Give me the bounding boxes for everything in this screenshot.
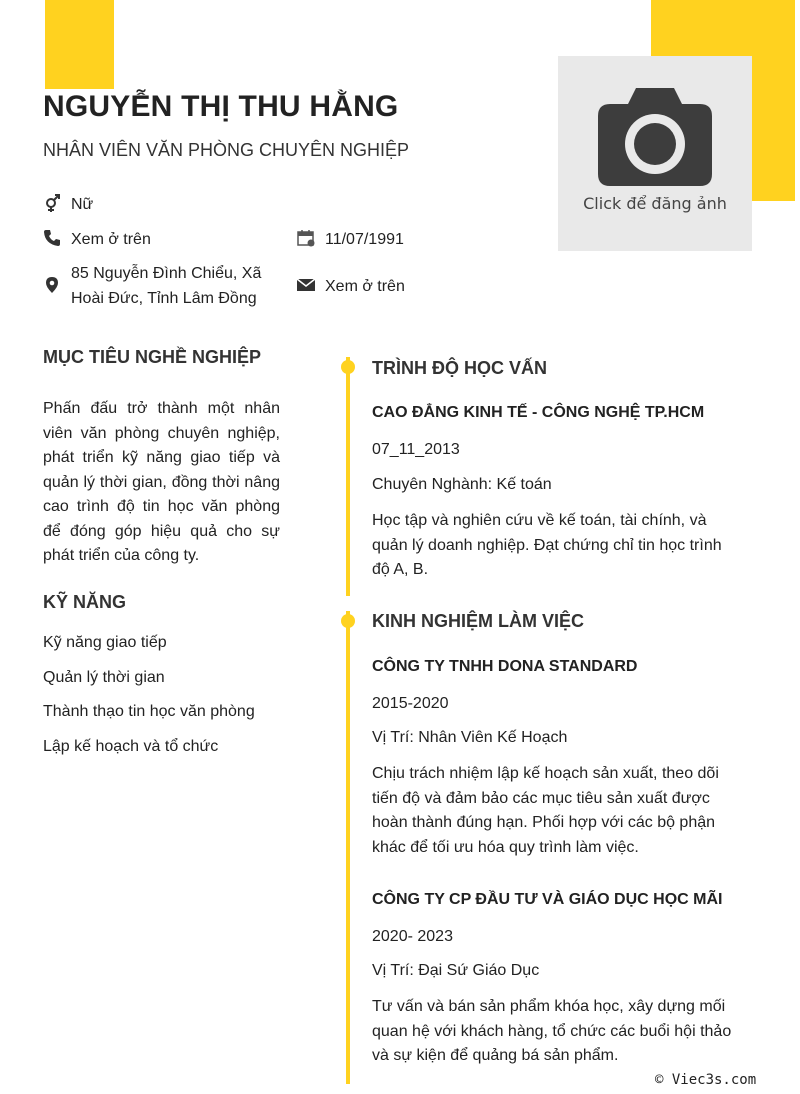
objective-text: Phấn đấu trở thành một nhân viên văn phòng chuyên nghiệp, phát triển kỹ năng giao tiếp và quản lý thời gian, đồng thời nâng cao trình độ tin học văn phòng để đóng góp hiệu quả cho sự phát triển của công ty. bbox=[43, 400, 280, 564]
phone-value: Xem ở trên bbox=[71, 231, 151, 248]
job-position: Vị Trí: Nhân Viên Kế Hoạch bbox=[372, 729, 568, 746]
education-date: 07_11_2013 bbox=[372, 441, 460, 458]
decorative-block-left bbox=[45, 0, 114, 89]
objective-heading: MỤC TIÊU NGHỀ NGHIỆP bbox=[43, 347, 262, 367]
envelope-icon bbox=[297, 276, 315, 294]
birthday-value: 11/07/1991 bbox=[325, 231, 404, 248]
address-line-2: Hoài Đức, Tỉnh Lâm Đồng bbox=[71, 290, 257, 307]
gender-value: Nữ bbox=[71, 196, 94, 213]
photo-upload-label: Click để đăng ảnh bbox=[583, 194, 727, 213]
job-description: Chịu trách nhiệm lập kế hoạch sản xuất, theo dõi tiến độ và đảm bảo các mục tiêu sản xuất được hoàn thành đúng hạn. Phối hợp với các bộ phận khác để tối ưu hóa quy trình làm việc. bbox=[372, 765, 719, 856]
timeline-dot-education bbox=[341, 360, 355, 374]
timeline-dot-experience bbox=[341, 614, 355, 628]
calendar-icon bbox=[297, 229, 315, 247]
job-company: CÔNG TY TNHH DONA STANDARD bbox=[372, 658, 638, 675]
education-major: Chuyên Nghành: Kế toán bbox=[372, 476, 552, 493]
job-description: Tư vấn và bán sản phẩm khóa học, xây dựng mối quan hệ với khách hàng, tổ chức các buổi hội thảo và sự kiện để quảng bá sản phẩm. bbox=[372, 998, 732, 1064]
camera-icon bbox=[596, 84, 714, 188]
experience-heading: KINH NGHIỆM LÀM VIỆC bbox=[372, 611, 585, 631]
timeline-education bbox=[346, 357, 350, 596]
photo-upload-box[interactable] bbox=[558, 56, 752, 251]
education-school: CAO ĐẲNG KINH TẾ - CÔNG NGHỆ TP.HCM bbox=[372, 404, 705, 421]
skill-item: Quản lý thời gian bbox=[43, 669, 165, 686]
skill-item: Kỹ năng giao tiếp bbox=[43, 634, 167, 651]
skill-item: Thành thạo tin học văn phòng bbox=[43, 703, 255, 720]
timeline-experience bbox=[346, 611, 350, 1084]
phone-icon bbox=[43, 229, 61, 247]
gender-icon bbox=[43, 194, 61, 212]
education-heading: TRÌNH ĐỘ HỌC VẤN bbox=[372, 358, 547, 378]
email-value: Xem ở trên bbox=[325, 278, 405, 295]
candidate-name: NGUYỄN THỊ THU HẰNG bbox=[43, 90, 399, 123]
job-company: CÔNG TY CP ĐẦU TƯ VÀ GIÁO DỤC HỌC MÃI bbox=[372, 891, 723, 908]
skills-heading: KỸ NĂNG bbox=[43, 592, 127, 612]
skill-item: Lập kế hoạch và tổ chức bbox=[43, 738, 219, 755]
copyright-notice: © Viec3s.com bbox=[655, 1072, 757, 1088]
job-period: 2020- 2023 bbox=[372, 928, 453, 945]
location-pin-icon bbox=[43, 276, 61, 294]
job-period: 2015-2020 bbox=[372, 695, 449, 712]
job-title: NHÂN VIÊN VĂN PHÒNG CHUYÊN NGHIỆP bbox=[43, 140, 410, 160]
education-description: Học tập và nghiên cứu về kế toán, tài chính, và quản lý doanh nghiệp. Đạt chứng chỉ tin học trình độ A, B. bbox=[372, 512, 722, 578]
address-line-1: 85 Nguyễn Đình Chiểu, Xã bbox=[71, 265, 262, 282]
job-position: Vị Trí: Đại Sứ Giáo Dục bbox=[372, 962, 540, 979]
